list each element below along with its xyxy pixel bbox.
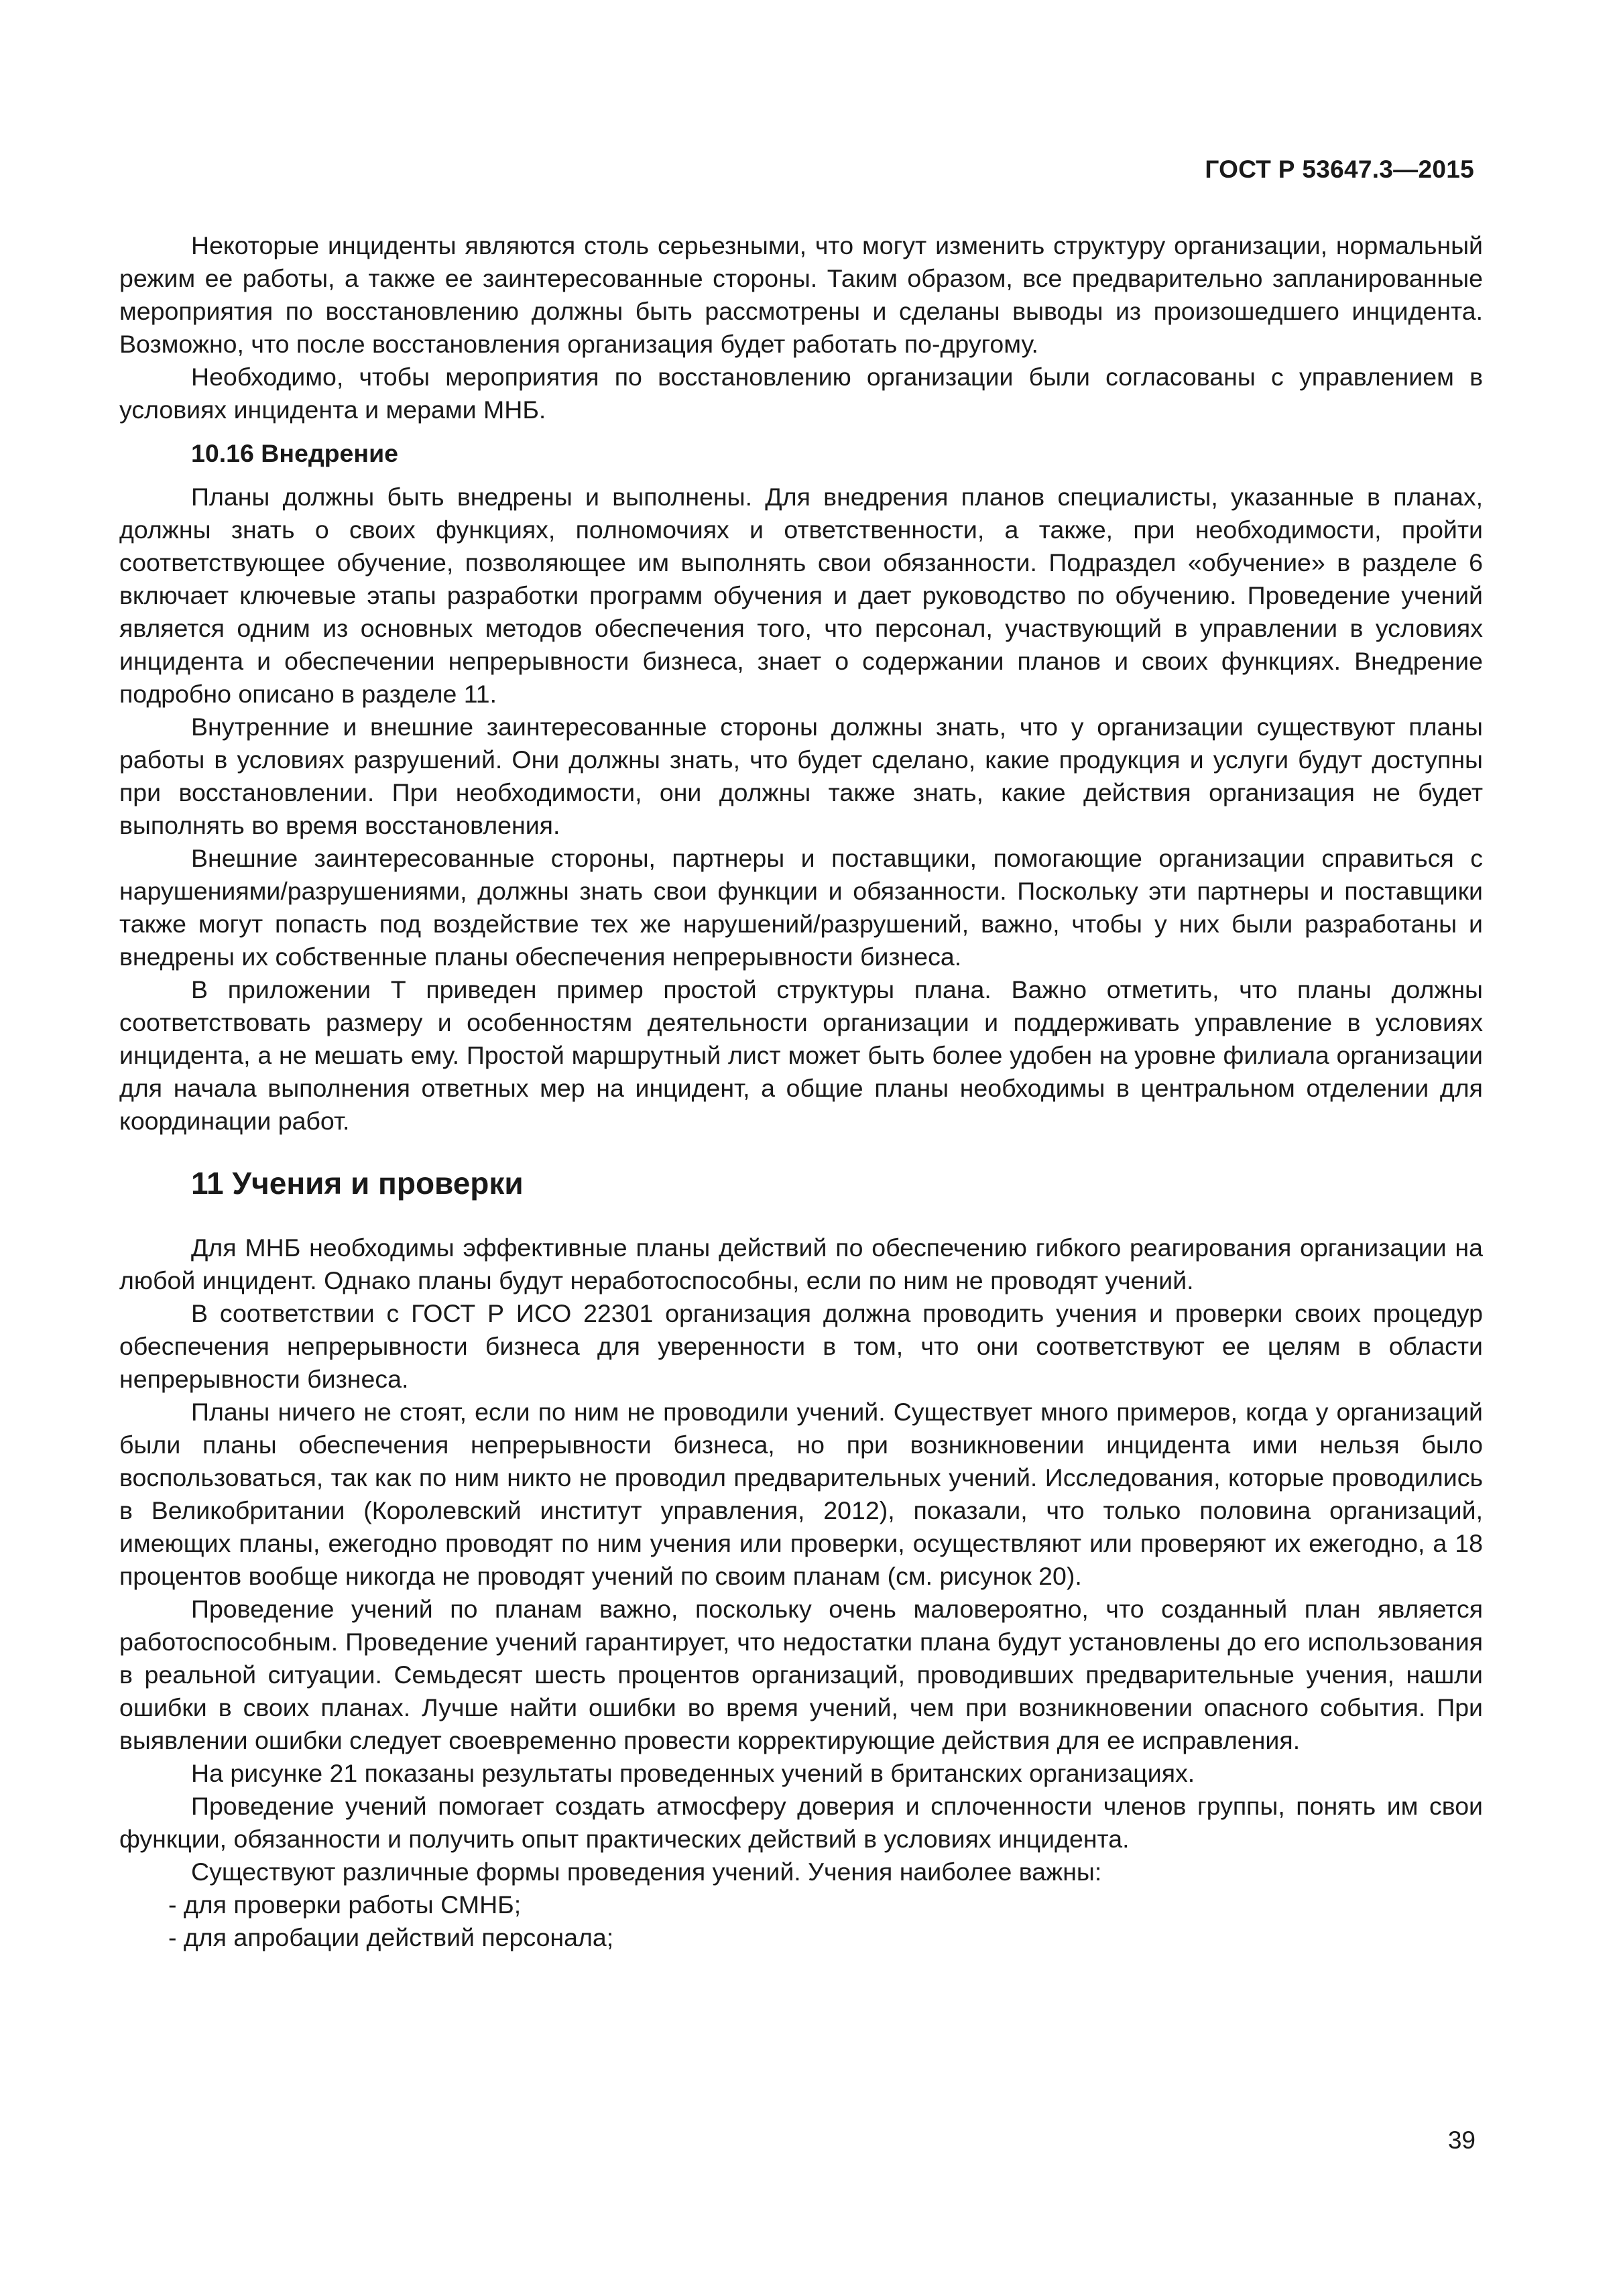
list-item: - для проверки работы СМНБ; [168, 1890, 522, 1919]
exercise-purpose-list [119, 1888, 1483, 1954]
paragraph: Некоторые инциденты являются столь серьезными, что могут изменить структуру организации, нормальный режим ее работы, а также ее заинтересованные стороны. Таким образом, все предварительно запланированные мероприятия по восстановлению должны быть рассмотрены и сделаны выводы из произошедшего инцидента. Возможно, что после восстановления организация будет работать по-другому. [119, 231, 1483, 358]
paragraph: Внутренние и внешние заинтересованные стороны должны знать, что у организации существуют планы работы в условиях разрушений. Они должны знать, что будет сделано, какие продукция и услуги будут доступны при восстановлении. При необходимости, они должны также знать, какие действия организация не будет выполнять во время восстановления. [119, 713, 1483, 839]
paragraph: Необходимо, чтобы мероприятия по восстановлению организации были согласованы с управлением в условиях инцидента и мерами МНБ. [119, 363, 1483, 424]
paragraph: Для МНБ необходимы эффективные планы действий по обеспечению гибкого реагирования организации на любой инцидент. Однако планы будут неработоспособны, если по ним не проводят учений. [119, 1233, 1483, 1294]
paragraph: В соответствии с ГОСТ Р ИСО 22301 организация должна проводить учения и проверки своих процедур обеспечения непрерывности бизнеса для уверенности в том, что они соответствуют ее целям в области непрерывности бизнеса. [119, 1299, 1483, 1393]
paragraph: Проведение учений помогает создать атмосферу доверия и сплоченности членов группы, понять им свои функции, обязанности и получить опыт практических действий в условиях инцидента. [119, 1792, 1483, 1853]
list-item: - для апробации действий персонала; [168, 1923, 614, 1951]
paragraph: Планы ничего не стоят, если по ним не проводили учений. Существует много примеров, когда у организаций были планы обеспечения непрерывности бизнеса, но при возникновении инцидента ими нельзя было воспользоваться, так как по ним никто не проводил предварительных учений. Исследования, которые проводились в Великобритании (Королевский институт управления, 2012), показали, что только половина организаций, имеющих планы, ежегодно проводят по ним учения или проверки, осуществляют или проверяют их ежегодно, а 18 процентов вообще никогда не проводят учений по своим планам (см. рисунок 20). [119, 1398, 1483, 1590]
paragraph: Внешние заинтересованные стороны, партнеры и поставщики, помогающие организации справиться с нарушениями/разрушениями, должны знать свои функции и обязанности. Поскольку эти партнеры и поставщики также могут попасть под воздействие тех же нарушений/разрушений, важно, чтобы у них были разработаны и внедрены их собственные планы обеспечения непрерывности бизнеса. [119, 844, 1483, 971]
paragraph: Существуют различные формы проведения учений. Учения наиболее важны: [191, 1858, 1102, 1886]
page-content [119, 229, 1483, 1954]
section-heading-11: 11 Учения и проверки [191, 1166, 524, 1201]
section-heading-10-16: 10.16 Внедрение [191, 439, 398, 467]
paragraph: На рисунке 21 показаны результаты проведенных учений в британских организациях. [191, 1759, 1195, 1787]
paragraph: В приложении Т приведен пример простой структуры плана. Важно отметить, что планы должны соответствовать размеру и особенностям деятельности организации и поддерживать управление в условиях инцидента, а не мешать ему. Простой маршрутный лист может быть более удобен на уровне филиала организации для начала выполнения ответных мер на инцидент, а общие планы необходимы в центральном отделении для координации работ. [119, 975, 1483, 1135]
paragraph: Проведение учений по планам важно, поскольку очень маловероятно, что созданный план является работоспособным. Проведение учений гарантирует, что недостатки плана будут установлены до его использования в реальной ситуации. Семьдесят шесть процентов организаций, проводивших предварительные учения, нашли ошибки в своих планах. Лучше найти ошибки во время учений, чем при возникновении опасного события. При выявлении ошибки следует своевременно провести корректирующие действия для ее исправления. [119, 1595, 1483, 1754]
page-number: 39 [1447, 2126, 1476, 2154]
standard-header: ГОСТ Р 53647.3—2015 [1205, 156, 1474, 183]
paragraph: Планы должны быть внедрены и выполнены. Для внедрения планов специалисты, указанные в планах, должны знать о своих функциях, полномочиях и ответственности, а также, при необходимости, пройти соответствующее обучение, позволяющее им выполнять свои обязанности. Подраздел «обучение» в разделе 6 включает ключевые этапы разработки программ обучения и дает руководство по обучению. Проведение учений является одним из основных методов обеспечения того, что персонал, участвующий в управлении в условиях инцидента и обеспечении непрерывности бизнеса, знает о содержании планов и своих функциях. Внедрение подробно описано в разделе 11. [119, 483, 1483, 708]
